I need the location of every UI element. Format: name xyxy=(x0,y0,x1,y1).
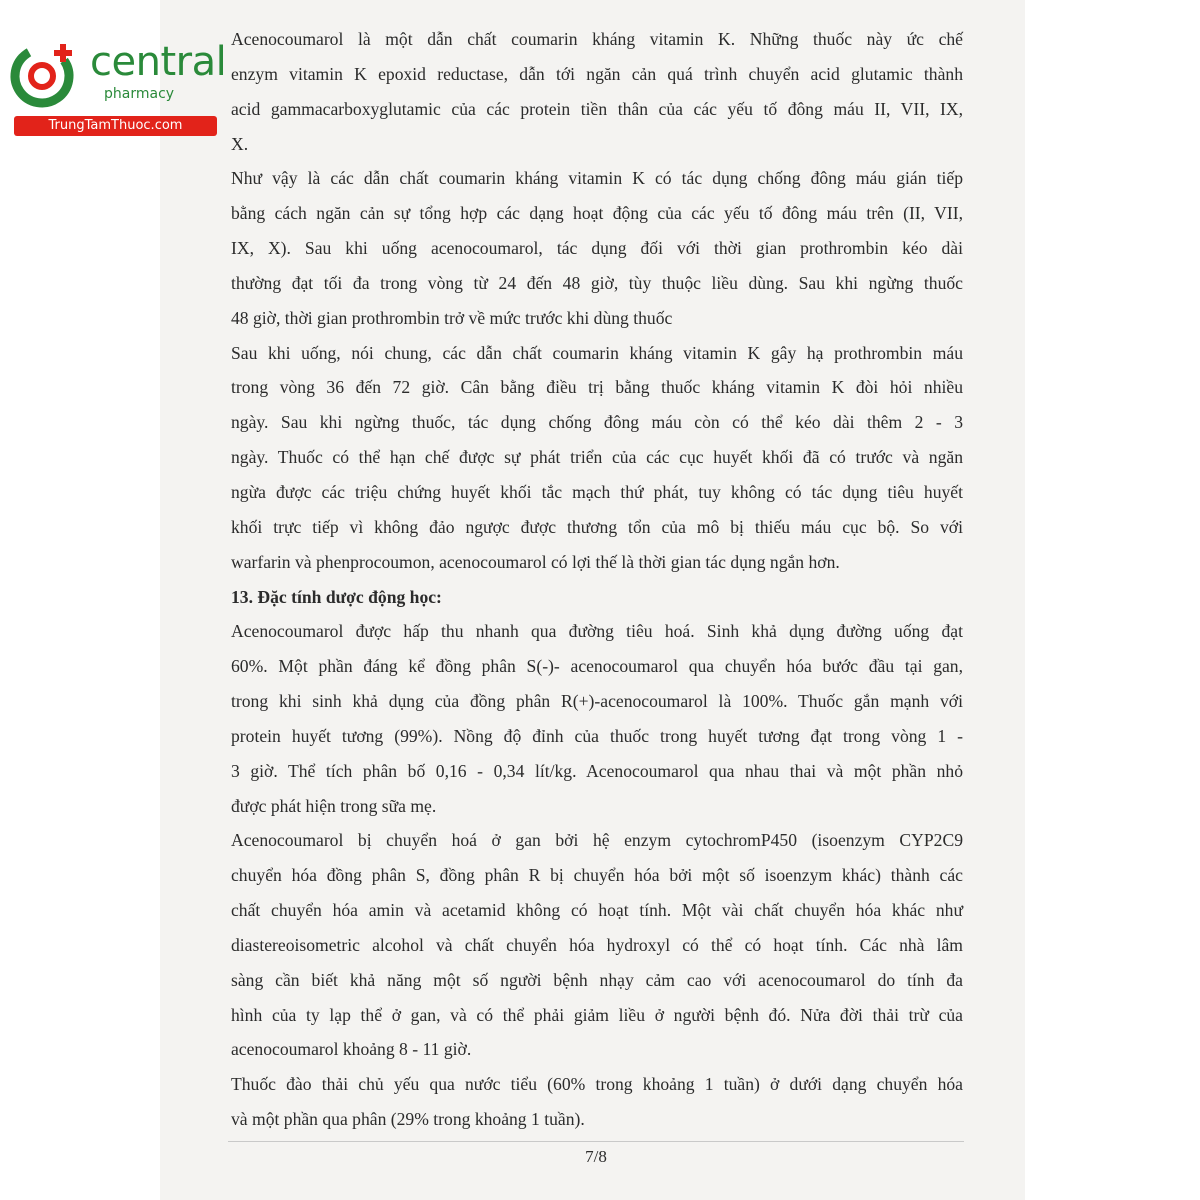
text-line: Acenocoumarol bị chuyển hoá ở gan bởi hệ enzym cytochromP450 (isoenzym CYP2C9 xyxy=(231,830,963,851)
document-body xyxy=(231,22,963,1137)
text-line: acid gammacarboxyglutamic của các protein tiền thân của các yếu tố đông máu II, VII, IX, xyxy=(231,98,963,119)
brand-subtitle: pharmacy xyxy=(104,86,175,102)
central-logo-icon xyxy=(8,36,84,112)
text-line: 48 giờ, thời gian prothrombin trở về mức trước khi dùng thuốc xyxy=(231,307,673,328)
text-line: X. xyxy=(231,133,249,154)
brand-name: central xyxy=(90,39,227,85)
brand-website-banner: TrungTamThuoc.com xyxy=(14,116,217,136)
text-line: 60%. Một phần đáng kể đồng phân S(-)- acenocoumarol qua chuyển hóa bước đầu tại gan, xyxy=(231,656,963,677)
text-line: protein huyết tương (99%). Nồng độ đỉnh của thuốc trong huyết tương đạt trong vòng 1 - xyxy=(231,725,963,746)
text-line: hình của ty lạp thể ở gan, và có thể phải giảm liều ở người bệnh đó. Nửa đời thải trừ của xyxy=(231,1004,963,1025)
text-line: ngừa được các triệu chứng huyết khối tắc mạch thứ phát, tuy không có tác dụng tiêu huyết xyxy=(231,481,963,502)
text-line: Như vậy là các dẫn chất coumarin kháng vitamin K có tác dụng chống đông máu gián tiếp xyxy=(231,168,963,189)
text-line: khối trực tiếp vì không đảo ngược được thương tổn của mô bị thiếu máu cục bộ. So với xyxy=(231,516,963,537)
text-line: enzym vitamin K epoxid reductase, dẫn tới ngăn cản quá trình chuyển acid glutamic thành xyxy=(231,63,963,84)
text-line: Acenocoumarol là một dẫn chất coumarin kháng vitamin K. Những thuốc này ức chế xyxy=(231,29,963,49)
text-line: chất chuyển hóa amin và acetamid không có hoạt tính. Một vài chất chuyển hóa khác như xyxy=(231,900,963,921)
text-line: sàng cần biết khả năng một số người bệnh nhạy cảm cao với acenocoumarol do tính đa xyxy=(231,969,963,990)
footer-divider xyxy=(228,1141,964,1142)
text-line: Acenocoumarol được hấp thu nhanh qua đường tiêu hoá. Sinh khả dụng đường uống đạt xyxy=(231,621,963,642)
text-line: diastereoisometric alcohol và chất chuyển hóa hydroxyl có thể có hoạt tính. Các nhà lâm xyxy=(231,934,963,955)
text-line: 3 giờ. Thể tích phân bố 0,16 - 0,34 lít/kg. Acenocoumarol qua nhau thai và một phần nhỏ xyxy=(231,760,963,781)
text-line: chuyển hóa đồng phân S, đồng phân R bị chuyển hóa bởi một số isoenzym khác) thành các xyxy=(231,865,963,886)
text-line: trong vòng 36 đến 72 giờ. Cân bằng điều trị bằng thuốc kháng vitamin K đòi hỏi nhiều xyxy=(231,377,963,398)
text-line: acenocoumarol khoảng 8 - 11 giờ. xyxy=(231,1039,472,1060)
text-line: và một phần qua phân (29% trong khoảng 1 tuần). xyxy=(231,1109,585,1130)
page-number: 7/8 xyxy=(585,1147,607,1166)
text-line: Sau khi uống, nói chung, các dẫn chất coumarin kháng vitamin K gây hạ prothrombin máu xyxy=(231,342,963,363)
text-line: Thuốc đào thải chủ yếu qua nước tiểu (60% trong khoảng 1 tuần) ở dưới dạng chuyển hóa xyxy=(231,1074,963,1095)
text-line: thường đạt tối đa trong vòng từ 24 đến 48 giờ, tùy thuộc liều dùng. Sau khi ngừng thuốc xyxy=(231,272,963,293)
text-line: bằng cách ngăn cản sự tổng hợp các dạng hoạt động của các yếu tố đông máu trên (II, VII, xyxy=(231,203,963,224)
text-line: warfarin và phenprocoumon, acenocoumarol có lợi thế là thời gian tác dụng ngắn hơn. xyxy=(231,551,840,572)
text-line: được phát hiện trong sữa mẹ. xyxy=(231,795,437,816)
text-line: trong khi sinh khả dụng của đồng phân R(+)-acenocoumarol là 100%. Thuốc gắn mạnh với xyxy=(231,691,963,712)
text-line: ngày. Thuốc có thể hạn chế được sự phát triển của các cục huyết khối đã có trước và ngăn xyxy=(231,447,963,468)
text-line: IX, X). Sau khi uống acenocoumarol, tác dụng đối với thời gian prothrombin kéo dài xyxy=(231,238,963,259)
text-line: ngày. Sau khi ngừng thuốc, tác dụng chống đông máu còn có thể kéo dài thêm 2 - 3 xyxy=(231,412,963,433)
central-pharmacy-logo xyxy=(8,36,227,138)
section-heading: 13. Đặc tính dược động học: xyxy=(231,586,442,607)
